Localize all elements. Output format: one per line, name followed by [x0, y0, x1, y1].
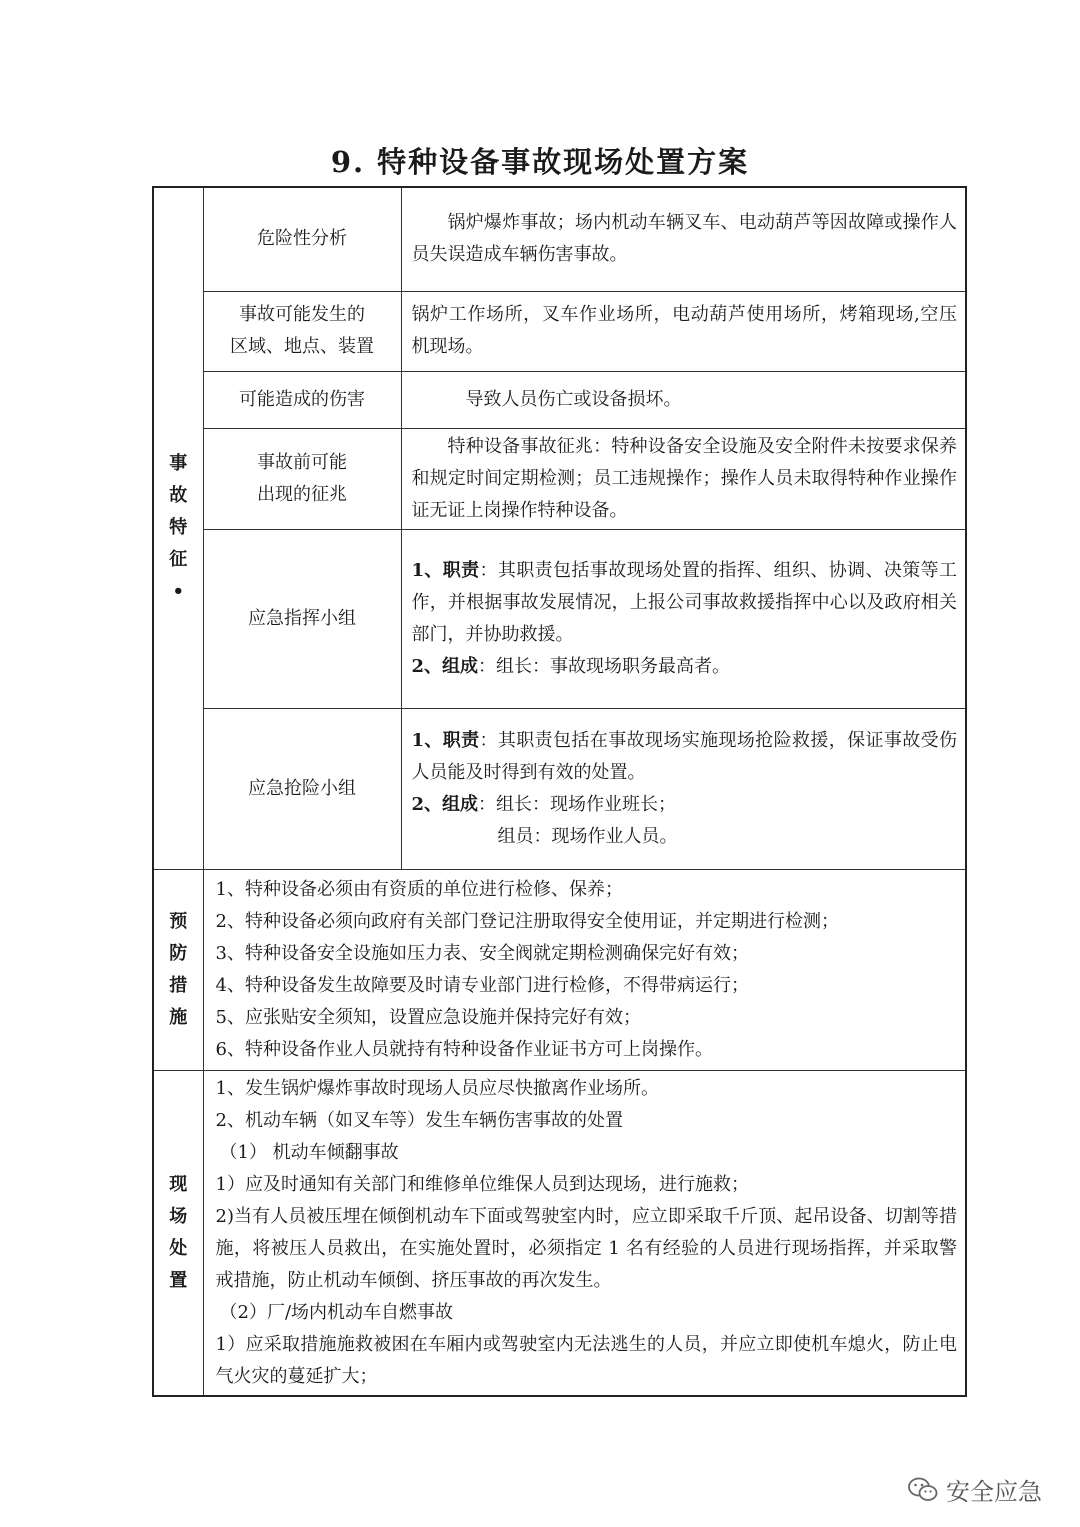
list-item: 6、特种设备作业人员就持有特种设备作业证书方可上岗操作。	[215, 1038, 713, 1060]
list-item: （1） 机动车倾翻事故	[219, 1141, 399, 1163]
table-row	[153, 187, 966, 291]
section-label-features: 事 故 特 征 •	[153, 187, 203, 869]
onsite-list	[203, 1070, 966, 1396]
row-label-rescue-group: 应急抢险小组	[203, 708, 401, 869]
table-row	[153, 708, 966, 869]
list-item: 1、特种设备必须由有资质的单位进行检修、保养；	[215, 878, 623, 900]
list-item: 1）应及时通知有关部门和维修单位维保人员到达现场，进行施救；	[215, 1173, 749, 1195]
emergency-plan-table	[152, 186, 967, 1397]
list-item: （2）厂/场内机动车自燃事故	[219, 1301, 454, 1323]
row-content-rescue-group: 1、职责：其职责包括在事故现场实施现场抢险救援，保证事故受伤人员能及时得到有效的处置。 2、组成：组长：现场作业班长； 组员：现场作业人员。	[401, 708, 966, 869]
row-content-command-group: 1、职责：其职责包括事故现场处置的指挥、组织、协调、决策等工作，并根据事故发展情况，上报公司事故救援指挥中心以及政府相关部门，并协助救援。 2、组成：组长：事故现场职务最高者。	[401, 529, 966, 708]
list-item: 2、特种设备必须向政府有关部门登记注册取得安全使用证，并定期进行检测；	[215, 910, 839, 932]
watermark	[908, 1472, 1042, 1507]
row-label-location: 事故可能发生的 区域、地点、装置	[203, 291, 401, 371]
section-label-onsite: 现 场 处 置	[153, 1070, 203, 1396]
row-content-signs: 特种设备事故征兆：特种设备安全设施及安全附件未按要求保养和规定时间定期检测；员工违规操作；操作人员未取得特种作业操作证无证上岗操作特种设备。	[401, 428, 966, 529]
list-item: 2)当有人员被压埋在倾倒机动车下面或驾驶室内时，应立即采取千斤顶、起吊设备、切割等措施，将被压人员救出，在实施处置时，必须指定 1 名有经验的人员进行现场指挥，并采取警戒措施，防止机动车倾倒、挤压事故的再次发生。	[215, 1205, 957, 1291]
table-row	[153, 529, 966, 708]
row-content-harm: 导致人员伤亡或设备损坏。	[401, 371, 966, 428]
section-label-prevention: 预 防 措 施	[153, 869, 203, 1070]
list-item: 4、特种设备发生故障要及时请专业部门进行检修，不得带病运行；	[215, 974, 749, 996]
table-row	[153, 291, 966, 371]
row-content-location: 锅炉工作场所，叉车作业场所，电动葫芦使用场所，烤箱现场,空压机现场。	[401, 291, 966, 371]
table-row	[153, 869, 966, 1070]
row-label-hazard-analysis: 危险性分析	[203, 187, 401, 291]
table-row	[153, 428, 966, 529]
row-label-harm: 可能造成的伤害	[203, 371, 401, 428]
list-item: 5、应张贴安全须知，设置应急设施并保持完好有效；	[215, 1006, 641, 1028]
prevention-list	[203, 869, 966, 1070]
table-row	[153, 371, 966, 428]
list-item: 1、发生锅炉爆炸事故时现场人员应尽快撤离作业场所。	[215, 1077, 659, 1099]
wechat-icon	[908, 1477, 938, 1503]
list-item: 3、特种设备安全设施如压力表、安全阀就定期检测确保完好有效；	[215, 942, 749, 964]
row-label-command-group: 应急指挥小组	[203, 529, 401, 708]
watermark-text: 安全应急	[946, 1478, 1042, 1506]
page-title: 9. 特种设备事故现场处置方案	[330, 145, 750, 179]
row-label-signs: 事故前可能 出现的征兆	[203, 428, 401, 529]
table-row	[153, 1070, 966, 1396]
list-item: 1）应采取措施施救被困在车厢内或驾驶室内无法逃生的人员，并应立即使机车熄火，防止电气火灾的蔓延扩大；	[215, 1333, 957, 1387]
list-item: 2、机动车辆（如叉车等）发生车辆伤害事故的处置	[215, 1109, 623, 1131]
row-content-hazard-analysis: 锅炉爆炸事故；场内机动车辆叉车、电动葫芦等因故障或操作人员失误造成车辆伤害事故。	[401, 187, 966, 291]
